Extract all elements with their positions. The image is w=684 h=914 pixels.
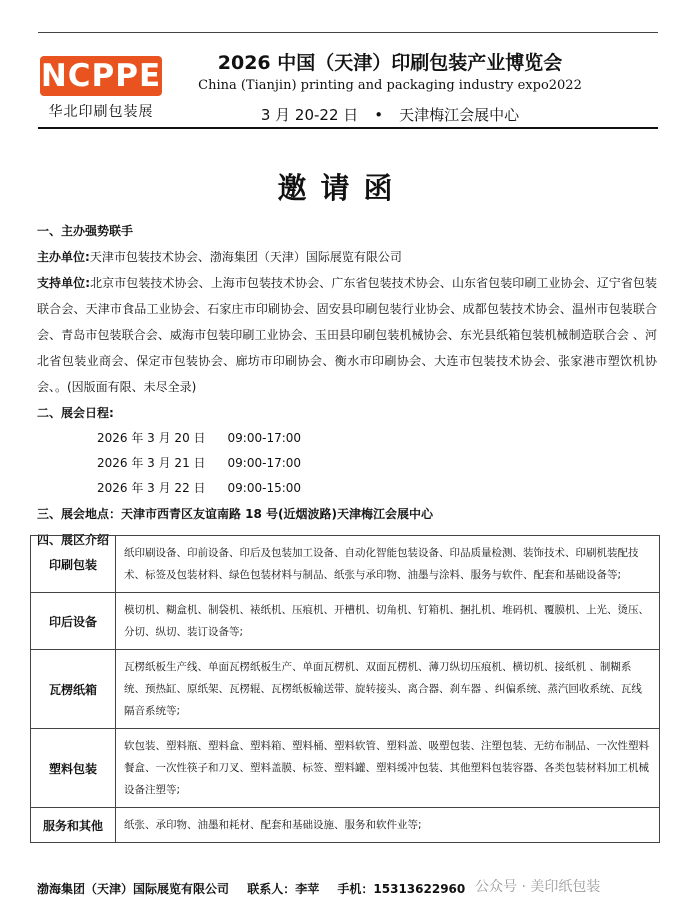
wechat-watermark: 公众号 · 美印纸包装 (475, 879, 601, 895)
host-text: 天津市包装技术协会、渤海集团（天津）国际展览有限公司 (89, 250, 402, 264)
exhibit-description: 软包装、塑料瓶、塑料盒、塑料箱、塑料桶、塑料软管、塑料盖、吸塑包装、注塑包装、无纺布制品、一次性塑料餐盒、一次性筷子和刀叉、塑料盖膜、标签、塑料罐、塑料缓冲包装、其他塑料包装容器、各类包装材料加工机械设备注塑等; (116, 729, 660, 808)
expo-date: 3 月 20-22 日 (260, 106, 359, 124)
section-heading: 一、主办强势联手 (37, 224, 134, 238)
schedule-time: 09:00-17:00 (227, 431, 302, 445)
expo-title-en: China (Tianjin) printing and packaging industry expo2022 (198, 78, 582, 93)
table-row (31, 808, 660, 843)
support-text: 北京市包装技术协会、上海市包装技术协会、广东省包装技术协会、山东省包装印刷工业协会、辽宁省包装联合会、天津市食品工业协会、石家庄市印刷协会、固安县印刷包装行业协会、成都包装技术协会、温州市包装联合会、青岛市包装联合会、威海市包装印刷工业协会、玉田县印刷包装机械协会、东光县纸箱包装机械制造联合会 、河北省包装业商会、保定市包装协会、廊坊市印刷协会、衡水市印刷协会、大连市包装技术协会、张家港市塑饮机协会、。(因版面有限、未尽全录) (37, 276, 657, 394)
schedule-date: 2026 年 3 月 20 日 (97, 431, 206, 445)
expo-title: 2026 中国（天津）印刷包装产业博览会 (217, 52, 563, 74)
section-heading: 二、展会日程: (37, 406, 114, 420)
schedule-list (37, 426, 657, 501)
exhibit-table (30, 535, 660, 843)
logo-subtitle: 华北印刷包装展 (48, 104, 154, 120)
schedule-row (97, 451, 657, 476)
exhibit-category: 服务和其他 (31, 808, 116, 843)
footer-company: 渤海集团（天津）国际展览有限公司 (37, 882, 230, 896)
footer-contact-person: 联系人：李苹 (247, 882, 320, 896)
expo-venue: 天津梅江会展中心 (399, 106, 520, 124)
schedule-time: 09:00-17:00 (227, 456, 302, 470)
table-row (31, 536, 660, 593)
exhibit-category: 印刷包装 (31, 536, 116, 593)
separator-dot: • (374, 106, 384, 124)
header-rule (38, 127, 658, 129)
schedule-row (97, 426, 657, 451)
ncppe-logo (40, 56, 162, 121)
document-body (37, 218, 657, 553)
schedule-time: 09:00-15:00 (227, 481, 302, 495)
exhibit-description: 模切机、糊盒机、制袋机、裱纸机、压痕机、开槽机、切角机、钉箱机、捆扎机、堆码机、覆膜机、上光、烫压、分切、纵切、装订设备等; (116, 593, 660, 650)
footer-phone: 手机：15313622960 (337, 882, 466, 896)
support-label: 支持单位: (37, 276, 91, 290)
document-title: 邀请函 (277, 171, 407, 205)
host-paragraph (37, 244, 657, 270)
logo-badge: NCPPE (40, 58, 162, 94)
schedule-row (97, 476, 657, 501)
schedule-date: 2026 年 3 月 21 日 (97, 456, 206, 470)
exhibit-category: 塑料包装 (31, 729, 116, 808)
exhibit-category: 印后设备 (31, 593, 116, 650)
exhibit-category: 瓦楞纸箱 (31, 650, 116, 729)
expo-date-venue (175, 104, 605, 125)
table-row (31, 729, 660, 808)
schedule-date: 2026 年 3 月 22 日 (97, 481, 206, 495)
table-row (31, 593, 660, 650)
section-heading: 四、展区介绍 (37, 533, 110, 547)
exhibit-description: 瓦楞纸板生产线、单面瓦楞纸板生产、单面瓦楞机、双面瓦楞机、薄刀纵切压痕机、横切机、接纸机 、制糊系统、预热缸、原纸架、瓦楞辊、瓦楞纸板输送带、旋转接头、离合器、刹车器 、纠偏系统、蒸汽回收系统、瓦线隔音系统等; (116, 650, 660, 729)
exhibit-description: 纸张、承印物、油墨和耗材、配套和基础设施、服务和软件业等; (116, 808, 660, 843)
top-rule (38, 32, 658, 33)
table-row (31, 650, 660, 729)
host-label: 主办单位: (37, 250, 90, 264)
venue-line: 三、展会地点：天津市西青区友谊南路 18 号(近烟波路)天津梅江会展中心 (37, 507, 434, 521)
exhibit-description: 纸印刷设备、印前设备、印后及包装加工设备、自动化智能包装设备、印品质量检测、装饰技术、印刷机装配技术、标签及包装材料、绿色包装材料与制品、纸张与承印物、油墨与涂料、服务与软件、配套和基础设备等; (116, 536, 660, 593)
support-paragraph (37, 270, 657, 400)
